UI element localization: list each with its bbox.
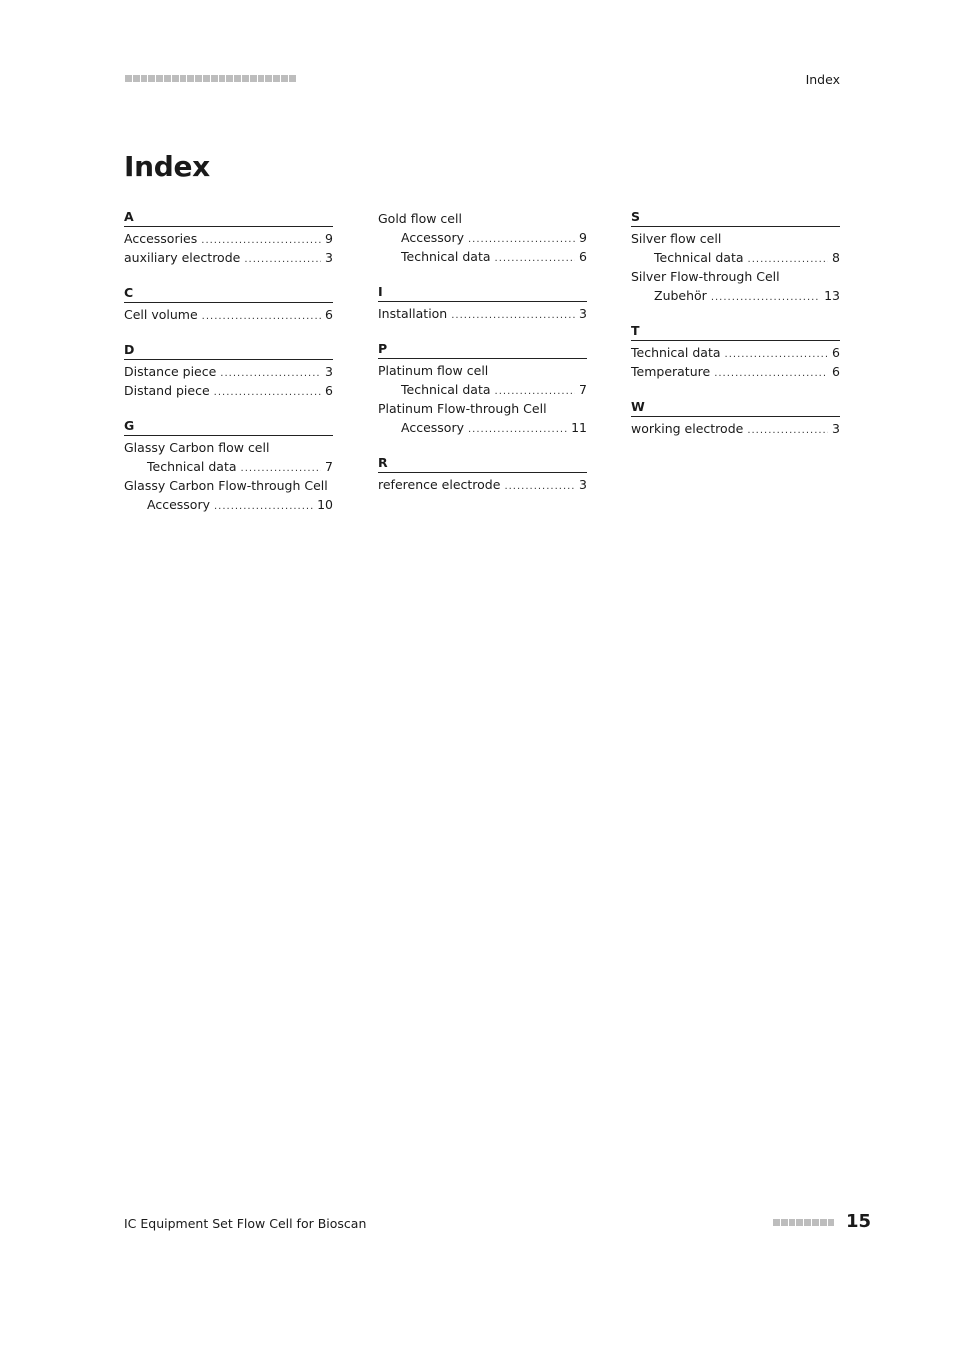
index-letter: C [124, 285, 333, 303]
entry-label: Technical data [401, 382, 491, 397]
entry-page-number: 6 [832, 364, 840, 379]
index-entry[interactable] [124, 248, 333, 267]
entry-label: Accessory [401, 230, 464, 245]
entry-label: working electrode [631, 421, 744, 436]
index-entry[interactable] [631, 419, 840, 438]
index-subentry[interactable] [378, 418, 587, 437]
entry-label: Zubehör [654, 288, 707, 303]
entry-label: Accessory [147, 497, 210, 512]
index-letter: W [631, 399, 840, 417]
index-entry[interactable] [378, 209, 587, 228]
leader-dots [495, 249, 576, 268]
leader-dots [214, 383, 321, 402]
index-entry[interactable] [378, 475, 587, 494]
entry-label: Temperature [631, 364, 711, 379]
index-letter: G [124, 418, 333, 436]
index-letter: P [378, 341, 587, 359]
index-entry[interactable] [124, 476, 333, 495]
leader-dots [504, 477, 575, 496]
entry-page-number: 6 [325, 307, 333, 322]
entry-label: Glassy Carbon Flow-through Cell [124, 478, 328, 493]
entry-label: Distand piece [124, 383, 210, 398]
leader-dots [202, 307, 321, 326]
header-section-title: Index [805, 72, 840, 87]
entry-page-number: 7 [325, 459, 333, 474]
footer-document-title: IC Equipment Set Flow Cell for Bioscan [124, 1216, 367, 1231]
leader-dots [214, 497, 313, 516]
index-letter: T [631, 323, 840, 341]
index-letter: S [631, 209, 840, 227]
leader-dots [725, 345, 829, 364]
entry-page-number: 8 [832, 250, 840, 265]
index-entry[interactable] [378, 361, 587, 380]
footer-decoration [773, 1219, 834, 1226]
index-group [378, 455, 587, 494]
index-subentry[interactable] [124, 495, 333, 514]
index-group [378, 341, 587, 437]
index-subentry[interactable] [378, 380, 587, 399]
index-column-1 [124, 209, 333, 532]
entry-label: Technical data [147, 459, 237, 474]
leader-dots [711, 288, 820, 307]
index-entry[interactable] [378, 304, 587, 323]
entry-label: Technical data [631, 345, 721, 360]
entry-page-number: 3 [325, 364, 333, 379]
index-letter: D [124, 342, 333, 360]
entry-page-number: 6 [832, 345, 840, 360]
entry-label: Accessory [401, 420, 464, 435]
entry-label: reference electrode [378, 477, 501, 492]
page-number: 15 [846, 1211, 872, 1232]
entry-label: auxiliary electrode [124, 250, 241, 265]
index-entry[interactable] [124, 438, 333, 457]
entry-label: Platinum Flow-through Cell [378, 401, 547, 416]
index-entry[interactable] [124, 362, 333, 381]
index-group [378, 284, 587, 323]
index-group [124, 285, 333, 324]
entry-page-number: 3 [832, 421, 840, 436]
leader-dots [747, 421, 828, 440]
entry-label: Glassy Carbon flow cell [124, 440, 270, 455]
index-group [631, 209, 840, 305]
index-letter: A [124, 209, 333, 227]
index-subentry[interactable] [378, 247, 587, 266]
index-entry[interactable] [124, 381, 333, 400]
index-entry[interactable] [631, 229, 840, 248]
index-subentry[interactable] [378, 228, 587, 247]
index-subentry[interactable] [124, 457, 333, 476]
entry-label: Cell volume [124, 307, 198, 322]
index-column-3 [631, 209, 840, 456]
index-entry[interactable] [631, 362, 840, 381]
entry-page-number: 3 [579, 477, 587, 492]
index-group [124, 342, 333, 400]
entry-label: Technical data [654, 250, 744, 265]
entry-label: Technical data [401, 249, 491, 264]
entry-label: Gold flow cell [378, 211, 462, 226]
leader-dots [468, 420, 567, 439]
index-letter: I [378, 284, 587, 302]
leader-dots [451, 306, 575, 325]
index-entry[interactable] [631, 343, 840, 362]
index-letter: R [378, 455, 587, 473]
entry-page-number: 7 [579, 382, 587, 397]
index-subentry[interactable] [631, 248, 840, 267]
leader-dots [244, 250, 321, 269]
entry-page-number: 3 [325, 250, 333, 265]
index-entry[interactable] [631, 267, 840, 286]
entry-page-number: 10 [317, 497, 333, 512]
leader-dots [714, 364, 828, 383]
index-entry[interactable] [124, 229, 333, 248]
entry-page-number: 6 [579, 249, 587, 264]
index-group [124, 418, 333, 514]
index-entry[interactable] [378, 399, 587, 418]
entry-page-number: 11 [571, 420, 587, 435]
index-group [631, 399, 840, 438]
header-decoration [125, 75, 296, 82]
entry-label: Silver Flow-through Cell [631, 269, 780, 284]
entry-page-number: 3 [579, 306, 587, 321]
entry-page-number: 9 [325, 231, 333, 246]
entry-label: Installation [378, 306, 448, 321]
index-column-2 [378, 209, 587, 512]
entry-label: Accessories [124, 231, 198, 246]
index-group [124, 209, 333, 267]
entry-page-number: 9 [579, 230, 587, 245]
index-group [378, 209, 587, 266]
entry-label: Platinum flow cell [378, 363, 489, 378]
entry-label: Silver flow cell [631, 231, 722, 246]
index-subentry[interactable] [631, 286, 840, 305]
index-group [631, 323, 840, 381]
leader-dots [220, 364, 321, 383]
page-title: Index [124, 150, 210, 183]
entry-page-number: 13 [824, 288, 840, 303]
entry-page-number: 6 [325, 383, 333, 398]
entry-label: Distance piece [124, 364, 217, 379]
index-entry[interactable] [124, 305, 333, 324]
